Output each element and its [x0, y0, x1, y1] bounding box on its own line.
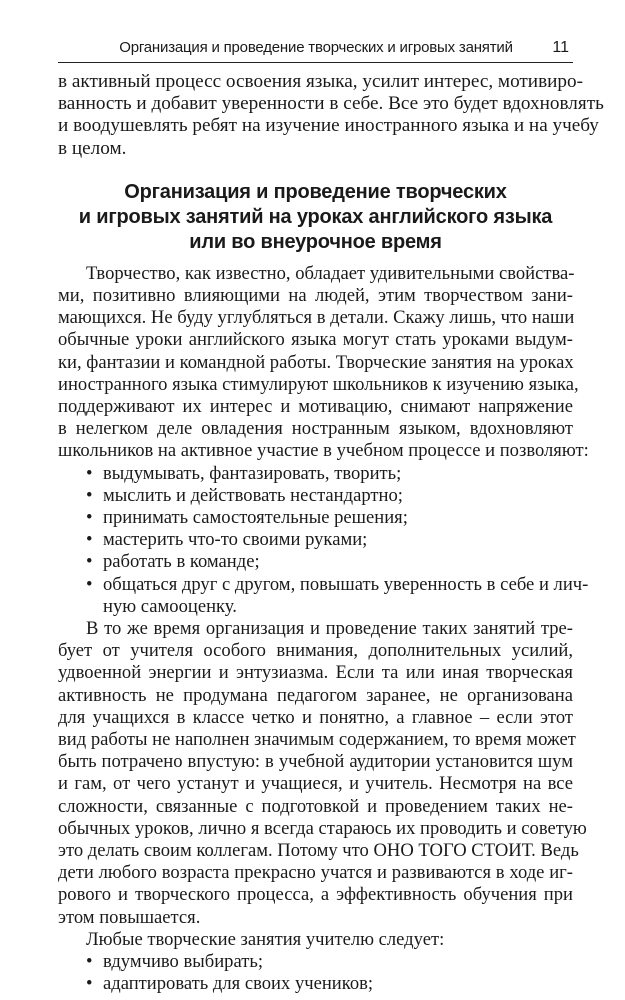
text-line: ванность и добавит уверенности в себе. Все это будет вдохновлять	[58, 93, 604, 115]
bullet-marker: •	[86, 462, 93, 484]
text-line: бует от учителя особого внимания, дополнительных усилий,	[58, 640, 573, 662]
text-line: быть потрачено впустую: в учебной аудитории установится шум	[58, 751, 573, 773]
list-item	[86, 485, 573, 509]
text-line: в нелегком деле овладения ностранным языком, вдохновляют	[58, 418, 573, 440]
list-item-text: работать в команде;	[103, 551, 260, 573]
section-heading-line: или во внеурочное время	[189, 230, 442, 253]
bullet-marker: •	[86, 951, 93, 972]
text-line: активность не продумана педагогом заранее, не организована	[58, 684, 573, 706]
list-item	[86, 463, 573, 487]
paragraph-first-line: В то же время организация и проведение таких занятий тре-	[86, 618, 573, 639]
text-line: это делать своим коллегам. Потому что ОНО ТОГО СТОИТ. Ведь	[58, 840, 579, 861]
list-item-text: мастерить что-то своими руками;	[103, 529, 368, 551]
list-item-text: общаться друг с другом, повышать уверенность в себе и лич-	[103, 573, 589, 595]
text-line: и воодушевлять ребят на изучение иностранного языка и на учебу	[58, 115, 599, 137]
section-heading-line: Организация и проведение творческих	[124, 180, 507, 203]
list-item	[86, 551, 573, 575]
paragraph-first-line: Творчество, как известно, обладает удивительными свойства-	[86, 262, 575, 284]
list-item	[86, 951, 573, 975]
list-item	[86, 529, 573, 553]
text-line: ми, позитивно влияющими на людей, этим творчеством зани-	[58, 285, 573, 306]
text-line: сложности, связанные с подготовкой и проведением таких не-	[58, 795, 573, 817]
bullet-marker: •	[86, 507, 93, 528]
text-line: для учащихся в классе четко и понятно, а главное – если этот	[58, 706, 573, 728]
text-line: обычных уроков, лично я всегда стараюсь их проводить и советую	[58, 817, 587, 839]
page-number: 11	[552, 39, 569, 56]
running-header-title: Организация и проведение творческих и игровых занятий	[119, 39, 513, 56]
text-line: в активный процесс освоения языка, усилит интерес, мотивиро-	[58, 71, 583, 92]
bullet-marker: •	[86, 973, 93, 995]
list-item-continuation: ную самооценку.	[103, 595, 237, 617]
list-item	[86, 507, 573, 531]
text-line: дети любого возраста прекрасно учатся и развиваются в ходе иг-	[58, 862, 573, 884]
running-header	[58, 38, 573, 63]
text-line: ки, фантазии и командной работы. Творческие занятия на уроках	[58, 351, 574, 373]
text-line: этом повышается.	[58, 906, 201, 928]
list-item	[86, 573, 589, 598]
paragraph-first-line: Любые творческие занятия учителю следует:	[86, 928, 445, 950]
list-item-text: адаптировать для своих учеников;	[103, 973, 374, 995]
text-line: вид работы не наполнен значимым содержанием, то время может	[58, 729, 576, 750]
list-item-text: вдумчиво выбирать;	[103, 951, 264, 972]
list-item-text: выдумывать, фантазировать, творить;	[103, 462, 402, 484]
text-line: удвоенной энергии и энтузиазма. Если та или иная творческая	[58, 662, 573, 684]
text-line: в целом.	[58, 137, 127, 159]
text-line: мающихся. Не буду углубляться в детали. Скажу лишь, что наши	[58, 307, 575, 329]
list-item-text: мыслить и действовать нестандартно;	[103, 484, 403, 506]
text-line: и гам, от чего устанут и учащиеся, и учитель. Несмотря на все	[58, 773, 573, 795]
bullet-marker: •	[86, 529, 93, 551]
bullet-marker: •	[86, 484, 93, 506]
bullet-marker: •	[86, 573, 93, 595]
list-item-text: принимать самостоятельные решения;	[103, 507, 408, 528]
list-item	[86, 973, 573, 997]
section-heading-line: и игровых занятий на уроках английского языка	[78, 205, 553, 228]
text-line: школьников на активное участие в учебном процессе и позволяют:	[58, 440, 589, 462]
text-line: иностранного языка стимулируют школьников к изучению языка,	[58, 373, 579, 395]
text-line: обычные уроки английского языка могут стать уроками выдум-	[58, 329, 573, 351]
text-line: рового и творческого процесса, а эффективность обучения при	[58, 884, 573, 906]
text-line: поддерживают их интерес и мотивацию, снимают напряжение	[58, 396, 573, 417]
bullet-marker: •	[86, 551, 93, 573]
